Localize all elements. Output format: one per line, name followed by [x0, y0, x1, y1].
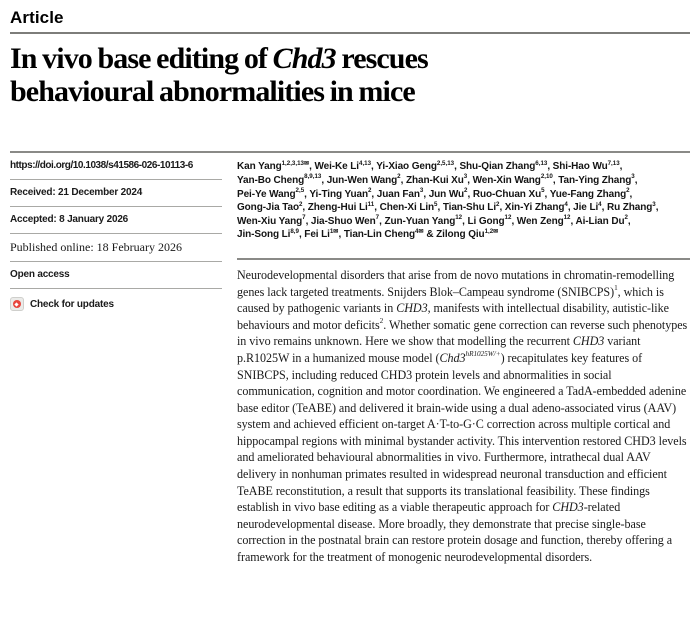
abstract-divider	[237, 258, 690, 260]
article-body-columns	[10, 153, 690, 565]
article-metadata-panel	[10, 153, 222, 318]
article-type-label: Article	[10, 8, 64, 27]
crossmark-icon	[10, 297, 24, 311]
received-date: Received: 21 December 2024	[10, 180, 222, 207]
article-content-column	[237, 153, 690, 565]
published-date: Published online: 18 February 2026	[10, 234, 222, 262]
doi-row	[10, 153, 222, 180]
article-title: In vivo base editing of Chd3 rescues behavioural abnormalities in mice	[10, 42, 428, 109]
crossmark-circle	[13, 300, 21, 308]
author-list: Kan Yang$^{1,2,3,13✉}$, Wei-Ke Li$^{4,13}$, Yi-Xiao Geng$^{2,5,13}$, Shu-Qian Zhang$^{6,13}$, Shi-Hao Wu$^{7,13}$, Yan-Bo Cheng$^{8,9,13}$, Jun-Wen Wang$^2$, Zhan-Kui Xu$^3$, Wen-Xin Wang$^{2,10}$, Tan-Ying Zhang$^3$, Pei-Ye Wang$^{2,5}$, Yi-Ting Yuan$^2$, Juan Fan$^3$, Jun Wu$^2$, Ruo-Chuan Xu$^5$, Yue-Fang Zhang$^2$, Gong-Jia Tao$^2$, Zheng-Hui Li$^{11}$, Chen-Xi Lin$^5$, Tian-Shu Li$^2$, Xin-Yi Zhang$^4$, Jie Li$^4$, Ru Zhang$^3$, Wen-Xiu Yang$^7$, Jia-Shuo Wen$^7$, Zun-Yuan Yang$^{12}$, Li Gong$^{12}$, Wen Zeng$^{12}$, Ai-Lian Du$^2$, Jin-Song Li$^{8,9}$, Fei $Li^{1✉}$, Tian-Lin Cheng$^{4✉}$ & Zilong Qiu$^{1,2✉}$	[237, 159, 659, 241]
check-for-updates-label[interactable]: Check for updates	[30, 298, 114, 310]
header-divider	[10, 32, 690, 34]
accepted-date: Accepted: 8 January 2026	[10, 207, 222, 234]
check-for-updates-row[interactable]	[10, 289, 222, 318]
doi-link[interactable]: https://doi.org/10.1038/s41586-026-10113-6	[10, 160, 193, 172]
abstract-text: Neurodevelopmental disorders that arise from de novo mutations in chromatin-remodelling genes lack targeted treatments. Snijders Blok–Campeau syndrome (SNIBCPS)$^1$, which is caused by pathogenic variants in CHD3, manifests with intellectual disability, autistic-like behaviours and motor deficits$^2$. Whether somatic gene correction can reverse such phenotypes in vivo remains unknown. Here we show that modelling the recurrent CHD3 variant p.R1025W in a humanized mouse model $(Chd3^{hR1025W/+})$ recapitulates key features of SNIBCPS, including reduced CHD3 protein levels and abnormalities in social communication, cognition and motor coordination. We engineered a TadA-embedded adenine base editor (TeABE) and delivered it brain-wide using a dual adeno-associated virus (AAV) system and achieved efficient on-target A·T-to-G·C correction across multiple cortical and hippocampal regions with minimal bystander activity. This intervention restored CHD3 levels and ameliorated behavioural abnormalities in vivo. Furthermore, intrathecal dual AAV delivery in nonhuman primates resulted in widespread neuronal transduction and efficient TeABE reconstitution, a result that supports its translational feasibility. These findings establish in vivo base editing as a viable therapeutic approach for CHD3-related neurodevelopmental disease. More broadly, they demonstrate that precise single-base correction in the postnatal brain can restore protein dosage and function, thereby offering a framework for the treatment of monogenic neurodevelopmental disorders.	[237, 267, 688, 565]
open-access-label: Open access	[10, 262, 222, 289]
